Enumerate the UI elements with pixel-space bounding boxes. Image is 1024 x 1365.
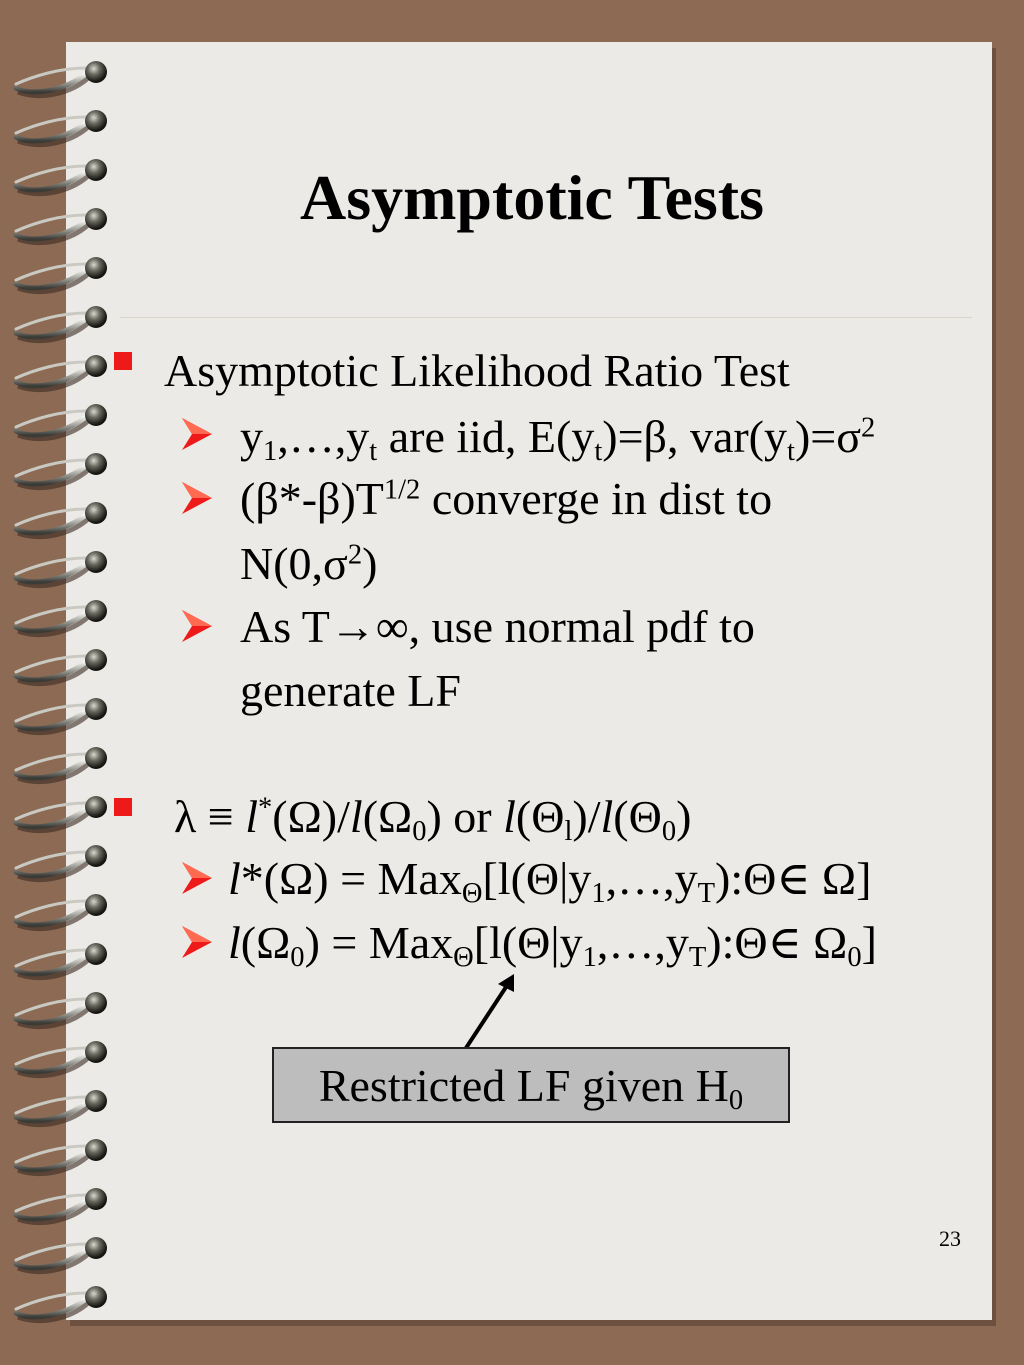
binding-ring-icon	[16, 894, 107, 929]
binding-ring-icon	[16, 257, 107, 292]
binding-ring-icon	[16, 796, 107, 831]
binding-ring-icon	[16, 1188, 107, 1223]
slide-title: Asymptotic Tests	[299, 162, 765, 233]
sub-bullet-2-1: $l*(\Omega) = Max_\Theta[l(\Theta|y_1,\dots,y_T):\Theta\in$ Ω]	[228, 853, 872, 909]
binding-ring-icon	[16, 551, 107, 586]
sub-bullet-arrow-icon	[180, 416, 214, 452]
sub-bullet-arrow-icon	[180, 608, 214, 644]
binding-ring-icon	[16, 698, 107, 733]
binding-ring-icon	[16, 502, 107, 537]
binding-ring-icon	[16, 61, 107, 96]
binding-ring-icon	[16, 600, 107, 635]
binding-ring-icon	[16, 1041, 107, 1076]
page-number: 23	[939, 1226, 961, 1251]
sub-bullet-2-2: $l(\Omega_0)$ = $Max_\Theta[l(\Theta|y_1,\dots,y_T):\Theta\in$ $\Omega_0$]	[228, 917, 877, 973]
callout-box: Restricted LF given $H_0$	[272, 1047, 790, 1123]
sub-bullet-1-3-line-1: As T→∞, use normal pdf to	[240, 601, 755, 652]
sub-bullet-arrow-icon	[180, 480, 214, 516]
sub-bullet-arrow-icon	[180, 860, 214, 896]
binding-ring-icon	[16, 355, 107, 390]
bullet-1-text: Asymptotic Likelihood Ratio Test	[164, 345, 790, 396]
binding-ring-icon	[16, 649, 107, 684]
sub-bullet-1-1: $y_1,\dots,y_t$ are iid, $E(y_t)=\beta$, $var(y_t)=\sigma^2$	[240, 411, 876, 467]
sub-bullet-arrow-icon	[180, 924, 214, 960]
binding-ring-icon	[16, 1286, 107, 1321]
binding-ring-icon	[16, 453, 107, 488]
binding-ring-icon	[16, 747, 107, 782]
bullet-square-icon	[114, 352, 132, 370]
title-divider	[120, 317, 972, 318]
binding-ring-icon	[16, 992, 107, 1027]
binding-ring-icon	[16, 1237, 107, 1272]
binding-ring-icon	[16, 1139, 107, 1174]
binding-ring-icon	[16, 845, 107, 880]
sub-bullet-1-3-line-2: generate LF	[240, 665, 461, 716]
binding-ring-icon	[16, 306, 107, 341]
binding-ring-icon	[16, 1090, 107, 1125]
bullet-2-formula: $\lambda \equiv l^*(\Omega)/l(\Omega_0)$ or $l(\Theta_l)/l(\Theta_0)$	[174, 791, 692, 847]
binding-ring-icon	[16, 943, 107, 978]
binding-ring-icon	[16, 110, 107, 145]
binding-ring-icon	[16, 404, 107, 439]
sub-bullet-1-2-line-1: $(\beta*-\beta)T^{1/2}$ converge in dist to	[240, 473, 773, 524]
bullet-square-icon	[114, 798, 132, 816]
callout-pointer-arrow-icon	[450, 970, 530, 1052]
sub-bullet-1-2-line-2: $N(0,\sigma^2)$	[240, 538, 378, 589]
